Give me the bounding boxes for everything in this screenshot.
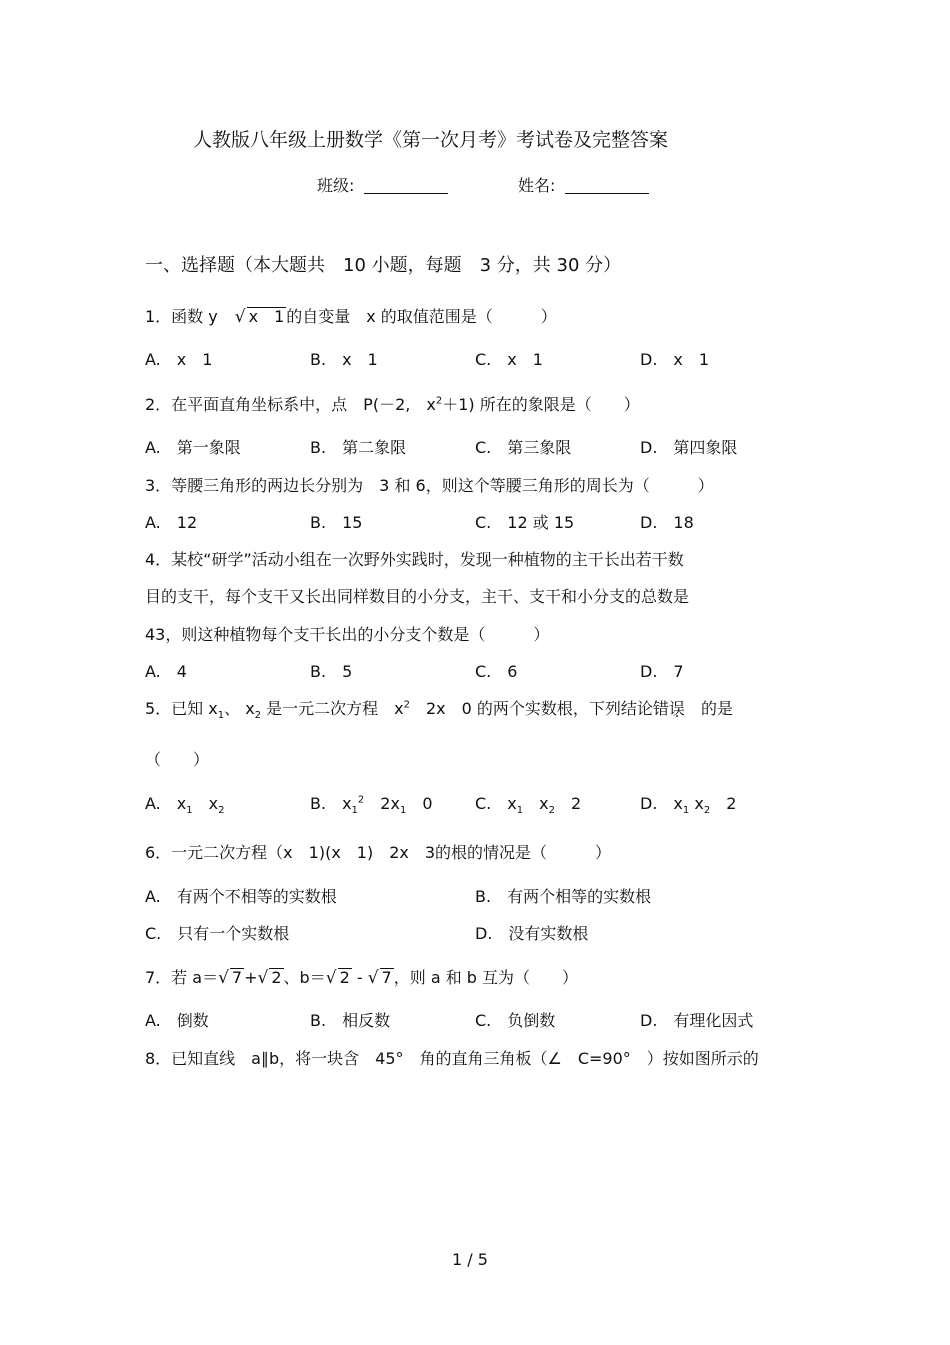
name-field[interactable]	[518, 176, 649, 196]
q4-option-c[interactable]: C. 6	[475, 662, 518, 681]
section-heading: 一、选择题（本大题共 10 小题，每题 3 分，共 30 分）	[145, 255, 622, 276]
sqrt-symbol: √	[217, 307, 246, 327]
q1-option-b[interactable]: B. x 1	[310, 350, 378, 369]
class-blank[interactable]	[364, 177, 448, 194]
name-label: 姓名:	[518, 176, 556, 195]
q4-option-a[interactable]: A. 4	[145, 662, 187, 681]
q3-option-a[interactable]: A. 12	[145, 513, 198, 532]
question-4-line3: 43，则这种植物每个支干长出的小分支个数是（ ）	[145, 625, 550, 644]
question-4-line2: 目的支干，每个支干又长出同样数目的小分支，主干、支干和小分支的总数是	[145, 587, 690, 606]
q3-option-c[interactable]: C. 12 或 15	[475, 513, 575, 532]
question-4-line1: 4．某校“研学”活动小组在一次野外实践时，发现一种植物的主干长出若干数	[145, 550, 684, 569]
q5-option-b[interactable]: B. $x_1^2$ $2x_1$ 0	[310, 794, 433, 817]
sqrt-symbol: √	[218, 968, 229, 988]
class-field[interactable]	[317, 176, 448, 196]
question-7: 7．若 a＝√ 7 +√ 2 、b＝√ 2 - √ 7 ，则 a 和 b 互为（ ）	[145, 968, 579, 988]
q1-radicand: x 1	[248, 307, 285, 326]
q1-option-c[interactable]: C. x 1	[475, 350, 543, 369]
q2-option-b[interactable]: B. 第二象限	[310, 438, 407, 457]
q3-option-d[interactable]: D. 18	[640, 513, 694, 532]
q7-option-c[interactable]: C. 负倒数	[475, 1011, 556, 1030]
question-5-paren: （ ）	[145, 750, 210, 769]
question-3: 3．等腰三角形的两边长分别为 3 和 6，则这个等腰三角形的周长为（ ）	[145, 476, 714, 495]
q7-option-d[interactable]: D. 有理化因式	[640, 1011, 754, 1030]
q4-option-b[interactable]: B. 5	[310, 662, 353, 681]
q5-option-a[interactable]: A. $x_1$ $x_2$	[145, 794, 225, 817]
q2-option-a[interactable]: A. 第一象限	[145, 438, 241, 457]
q1-option-d[interactable]: D. x 1	[640, 350, 710, 369]
question-1	[145, 307, 557, 327]
sqrt-symbol: √	[325, 968, 337, 988]
sqrt-symbol: √	[367, 968, 379, 988]
page-title: 人教版八年级上册数学《第一次月考》考试卷及完整答案	[193, 129, 669, 151]
class-label: 班级:	[317, 176, 355, 195]
q7-option-b[interactable]: B. 相反数	[310, 1011, 391, 1030]
q5-option-d[interactable]: D. $x_1$ $x_2$ 2	[640, 794, 737, 817]
question-8: 8．已知直线 a∥b，将一块含 45° 角的直角三角板（∠ C=90° ）按如图所示的	[145, 1049, 759, 1068]
q6-option-b[interactable]: B. 有两个相等的实数根	[475, 887, 652, 906]
q3-option-b[interactable]: B. 15	[310, 513, 363, 532]
q6-option-d[interactable]: D. 没有实数根	[475, 924, 589, 943]
q2-option-d[interactable]: D. 第四象限	[640, 438, 738, 457]
q5-option-c[interactable]: C. $x_1$ $x_2$ 2	[475, 794, 582, 817]
name-blank[interactable]	[565, 177, 649, 194]
q7-option-a[interactable]: A. 倒数	[145, 1011, 209, 1030]
q1-pre: 1．函数 y	[145, 307, 218, 326]
question-2: 2．在平面直角坐标系中，点 P(－2, $x^2+1$) 所在的象限是（ ）	[145, 395, 640, 414]
q2-option-c[interactable]: C. 第三象限	[475, 438, 572, 457]
q4-option-d[interactable]: D. 7	[640, 662, 684, 681]
emphasis-char: 误	[668, 699, 685, 718]
page-number: 1 / 5	[452, 1250, 488, 1269]
sqrt-symbol: √	[257, 968, 269, 988]
question-6: 6．一元二次方程（x 1)(x 1) 2x 3的根的情况是（ ）	[145, 843, 612, 862]
q1-option-a[interactable]: A. x 1	[145, 350, 213, 369]
q6-option-c[interactable]: C. 只有一个实数根	[145, 924, 290, 943]
q6-option-a[interactable]: A. 有两个不相等的实数根	[145, 887, 337, 906]
question-5: 5．已知 $x_1$、 $x_2$ 是一元二次方程 $x^2$ 2x 0 的两个实数根，下列结论错误 的是	[145, 699, 733, 722]
q1-post: 的自变量 x 的取值范围是（ ）	[286, 307, 557, 326]
